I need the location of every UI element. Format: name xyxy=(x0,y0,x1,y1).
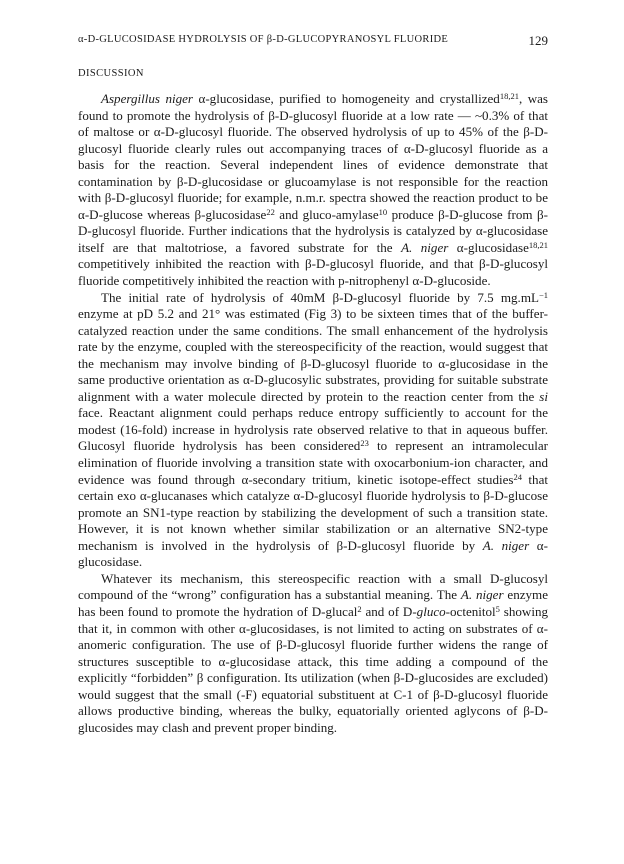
text-span: enzyme has been found to promote the hydration of D-glucal xyxy=(78,587,548,619)
text-span: face. Reactant alignment could perhaps reduce entropy sufficiently to account for the modest (16-fold) increase in hydrolysis rate observed relative to that in aqueous buffer. Glucosyl fluoride hydrolysis has been considered xyxy=(78,405,548,454)
reference-citation: 24 xyxy=(513,471,522,482)
text-span: Whatever its mechanism, this stereospecific reaction with a small D-glucosyl compound of the “wrong” configuration has a substantial meaning. The xyxy=(78,570,548,603)
text-span: produce β-D-glucose from β-D-glucosyl fluoride. Further indications that the hydrolysis is catalyzed by α-glucosidase itself are that maltotriose, a favored substrate for the xyxy=(78,206,548,255)
text-span: and of D- xyxy=(361,603,417,619)
species-name: A. niger xyxy=(401,239,449,255)
paragraph-2 xyxy=(78,290,548,571)
section-heading: DISCUSSION xyxy=(78,68,144,79)
running-title: α-D-GLUCOSIDASE HYDROLYSIS OF β-D-GLUCOPYRANOSYL FLUORIDE xyxy=(78,34,449,45)
italic-term: si xyxy=(539,388,548,404)
reference-citation: 18,21 xyxy=(499,91,519,101)
text-span: that certain exo α-glucanases which catalyze α-D-glucosyl fluoride hydrolysis to β-D-glucose promote an SN1-type reaction by stabilizing the development of such a transition state. However, it is not known whether similar stabilization or an alternative SN2-type mechanism is involved in the hydrolysis of β-D-glucosyl fluoride by xyxy=(78,471,548,553)
body-text xyxy=(78,91,548,736)
text-span: α-glucosidase. xyxy=(78,537,548,570)
species-name: A. niger xyxy=(460,587,504,603)
species-name: A. niger xyxy=(482,537,530,553)
text-span: , was found to promote the hydrolysis of β-D-glucosyl fluoride at a low rate — ~0.3% of that of maltose or α-D-glucosyl fluoride. The observed hydrolysis of up to 45% of the β-D-glucosyl fluoride clearly rules out accompanying traces of α-D-glucosyl fluoride as a basis for the reaction. Several independent lines of evidence demonstrate that contamination by β-D-glucosidase or glucoamylase is not responsible for the reaction with β-D-glucosyl fluoride; for example, n.m.r. spectra showed the reaction product to be α-D-glucose whereas β-glucosidase xyxy=(78,91,548,222)
text-span: enzyme at pD 5.2 and 21° was estimated (Fig 3) to be sixteen times that of the buffer-catalyzed reaction under the same conditions. The small enhancement of the hydrolysis rate by the enzyme, coupled with the stereospecificity of the reaction, would suggest that the mechanism may involve binding of β-D-glucosyl fluoride to α-glucosidase in the same productive orientation as α-D-glucosylic substrates, providing for suitable substrate alignment with a water molecule directed by protein to the reaction center from the xyxy=(78,306,548,404)
text-span: α-glucosidase, purified to homogeneity and crystallized xyxy=(193,91,500,106)
reference-citation: 18,21 xyxy=(528,239,548,250)
reference-citation: 5 xyxy=(495,603,500,614)
paragraph-3 xyxy=(78,571,548,736)
text-span: and gluco-amylase xyxy=(274,206,379,222)
page-number: 129 xyxy=(528,33,548,48)
text-span: -octenitol xyxy=(445,603,496,619)
reference-citation: 2 xyxy=(357,603,362,614)
superscript-exponent: −1 xyxy=(538,289,548,300)
reference-citation: 10 xyxy=(378,206,388,217)
species-name: Aspergillus niger xyxy=(101,91,193,106)
reference-citation: 23 xyxy=(360,438,369,449)
text-span: The initial rate of hydrolysis of 40mM β-D-glucosyl fluoride by 7.5 mg.mL xyxy=(101,289,539,305)
paragraph-1 xyxy=(78,91,548,290)
running-head xyxy=(78,33,548,48)
reference-citation: 22 xyxy=(266,206,275,217)
text-span: showing that it, in common with other α-glucosidases, is not limited to acting on substrates of α-anomeric configuration. The use of β-D-glucosyl fluoride further widens the range of structures susceptible to α-glucosidase attack, this time adding a compound of the explicitly “forbidden” β configuration. Its utilization (when β-D-glucosides are excluded) would suggest that the small (-F) equatorial substituent at C-1 of β-D-glucosyl fluoride allows productive binding, whereas the bulky, equatorially oriented aglycons of β-D-glucosides may clash and prevent proper binding. xyxy=(78,603,548,735)
text-span: to represent an intramolecular elimination of fluoride involving a transition state with oxocarbonium-ion character, and evidence was found through α-secondary tritium, kinetic isotope-effect studies xyxy=(78,438,548,487)
text-span: α-glucosidase xyxy=(448,239,529,255)
italic-term: gluco xyxy=(416,603,446,619)
text-span: competitively inhibited the reaction with β-D-glucosyl fluoride, and that β-D-glucosyl fluoride competitively inhibited the reaction with p-nitrophenyl α-D-glucoside. xyxy=(78,256,548,289)
